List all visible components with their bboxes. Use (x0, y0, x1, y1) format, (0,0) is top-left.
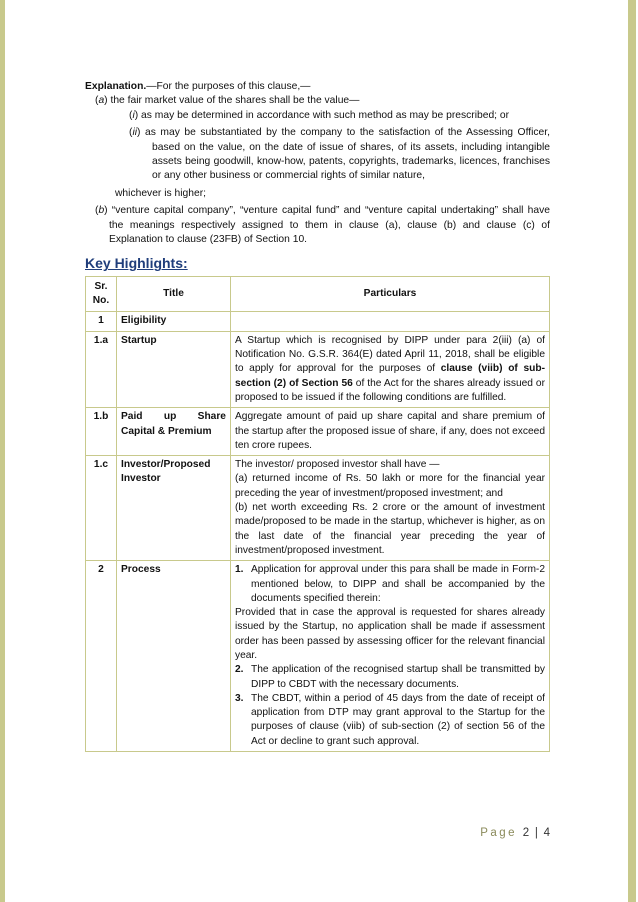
page-content (85, 80, 550, 752)
row-particulars (231, 456, 550, 561)
key-highlights-heading: Key Highlights: (85, 255, 188, 272)
table-row (86, 331, 550, 407)
row-title-line-1 (121, 410, 226, 424)
row-particulars (231, 312, 550, 331)
sub-clause-i: (i) as may be determined in accordance with such method as may be prescribed; or (129, 109, 510, 121)
footer-total-pages: 4 (543, 827, 550, 839)
sub-i-label: i (132, 109, 135, 121)
row-number: 1 (86, 312, 117, 331)
header-srno: Sr. No. (86, 277, 117, 312)
step-text: Application for approval under this para shall be made in Form-2 mentioned below, to DIPP and shall be accompanied by the documents specified therein: (251, 564, 545, 604)
investor-line: (b) net worth exceeding Rs. 2 crore or the amount of investment made/proposed to be made in the startup, whichever is higher, as on the last date of the financial year preceding the year of investment/proposed investment. (235, 502, 545, 556)
row-number: 1.b (86, 408, 117, 456)
row-number: 1.c (86, 456, 117, 561)
step-number: 2. (235, 664, 244, 676)
step-number: 1. (235, 564, 244, 576)
header-title: Title (117, 277, 231, 312)
clause-a: (a) the fair market value of the shares shall be the value— (95, 95, 360, 107)
footer-separator: | (534, 827, 538, 839)
row-title (117, 408, 231, 456)
clause-b: (b) “venture capital company”, “venture capital fund” and “venture capital undertaking” shall have the meanings respectively assigned to them in clause (a), clause (b) and clause (c) of Explanation to clause (23FB) of Section 10. (95, 205, 550, 246)
row-particulars: Aggregate amount of paid up share capital and share premium of the startup after the proposed issue of share, if any, does not exceed ten crore rupees. (231, 408, 550, 456)
row-title: Process (117, 561, 231, 752)
row-title: Eligibility (117, 312, 231, 331)
sub-ii-label: ii (132, 127, 138, 139)
table-row (86, 312, 550, 331)
startup-text-2: of the Act for the shares already issued or proposed to be issued if the following conditions are fulfilled. (235, 377, 545, 403)
startup-text-1: A Startup which is recognised by DIPP under para 2(iii) (a) of Notification No. G.S.R. 364(E) dated April 11, 2018, shall be eligible to apply for approval for the purposes of (235, 334, 545, 375)
startup-text-bold: clause (viib) of sub-section (2) of Section 56 (235, 363, 545, 389)
process-step (235, 692, 545, 749)
sub-clause-ii: (ii) as may be substantiated by the company to the satisfaction of the Assessing Officer, based on the value, on the date of issue of shares, of its assets, including intangible assets being goodwill, know-how, patents, copyrights, trademarks, licences, franchises or any other business or commercial rights of similar nature, (129, 127, 550, 182)
title-word: Paid (121, 411, 143, 423)
table-header-row (86, 277, 550, 312)
table-row (86, 408, 550, 456)
step-number: 3. (235, 692, 244, 704)
whichever-line: whichever is higher; (115, 187, 206, 199)
footer-page-word: Page (480, 827, 518, 839)
step-text: The CBDT, within a period of 45 days from the date of receipt of application from DTP may grant approval to the Startup for the purposes of clause (viib) of sub-section (2) of section 56 of the Act or decline to grant such approval. (251, 692, 545, 747)
row-number: 1.a (86, 331, 117, 407)
explanation-bold: Explanation. (85, 81, 147, 92)
right-border (628, 0, 636, 902)
explanation-lead (85, 80, 550, 94)
row-number: 2 (86, 561, 117, 752)
explanation-lead-text: —For the purposes of this clause,— (146, 81, 311, 92)
row-title: Startup (117, 331, 231, 407)
sub-i-text: as may be determined in accordance with such method as may be prescribed; or (138, 109, 510, 121)
process-step (235, 563, 545, 606)
row-particulars (231, 331, 550, 407)
row-particulars (231, 561, 550, 752)
sub-ii-text: as may be substantiated by the company to the satisfaction of the Assessing Officer, based on the value, on the date of issue of shares, of its assets, including intangible assets being goodwill, know-how, patents, copyrights, trademarks, licences, franchises or any other business or commercial rights of similar nature, (140, 127, 550, 182)
process-step (235, 663, 545, 692)
header-particulars: Particulars (231, 277, 550, 312)
clause-a-text: the fair market value of the shares shall be the value— (107, 95, 360, 107)
process-proviso: Provided that in case the approval is requested for shares already issued by the Startup, no application shall be made if assessment order has been passed by assessing officer for the relevant financial year. (235, 607, 545, 661)
table-row (86, 456, 550, 561)
clause-b-text: “venture capital company”, “venture capital fund” and “venture capital undertaking” shall have the meanings respectively assigned to them in clause (a), clause (b) and clause (c) of Explanation to clause (23FB) of Section 10. (107, 205, 550, 246)
footer-current-page: 2 (522, 827, 530, 839)
investor-line: The investor/ proposed investor shall have — (235, 459, 440, 471)
row-title-line-2: Capital & Premium (121, 425, 212, 437)
title-word: Share (197, 411, 226, 423)
clause-a-label: a (98, 95, 105, 107)
investor-line: (a) returned income of Rs. 50 lakh or more for the financial year preceding the year of investment/proposed investment; and (235, 473, 545, 499)
title-word: up (163, 411, 177, 423)
clause-b-label: b (98, 205, 105, 217)
step-text: The application of the recognised startup shall be transmitted by DIPP to CBDT with the necessary documents. (251, 664, 545, 690)
left-border (0, 0, 5, 902)
table-row (86, 561, 550, 752)
highlights-table (85, 276, 550, 752)
row-title: Investor/Proposed Investor (117, 456, 231, 561)
page-footer (480, 827, 550, 839)
